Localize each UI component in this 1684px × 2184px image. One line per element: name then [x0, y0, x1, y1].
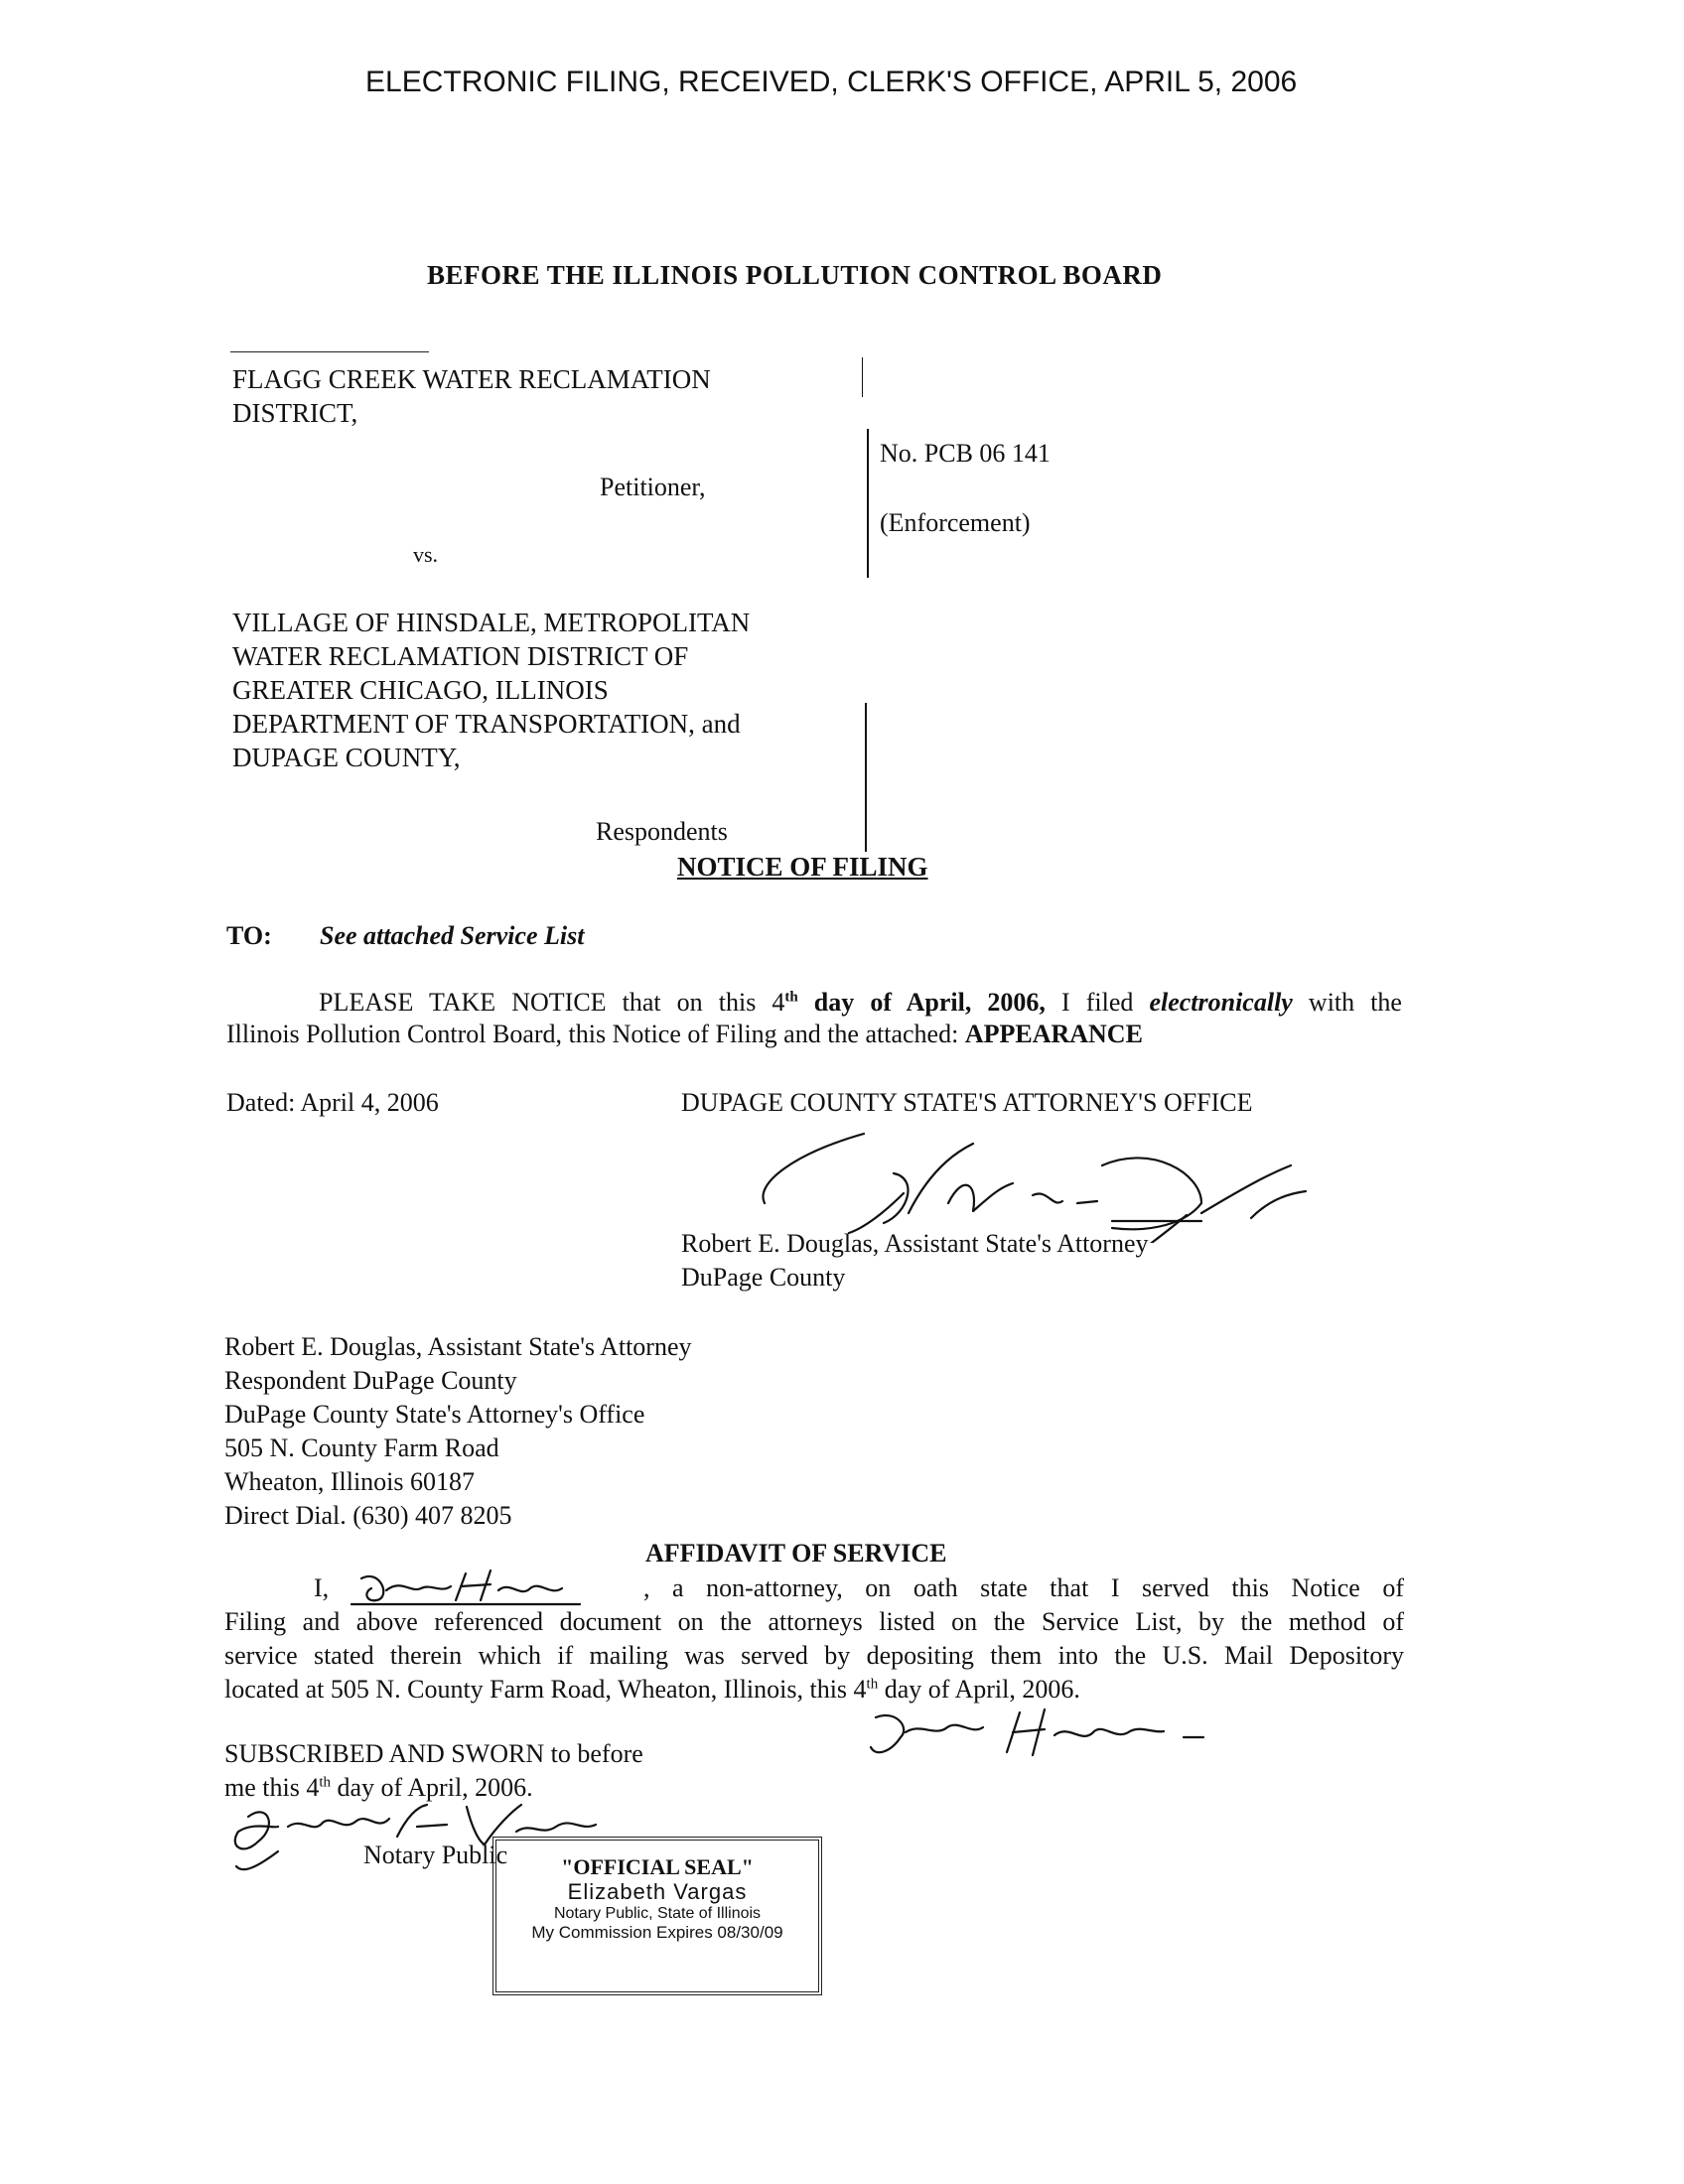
petitioner-line-2: DISTRICT,: [232, 398, 358, 428]
address-line-6: Direct Dial. (630) 407 8205: [224, 1501, 512, 1530]
caption-divider-bottom: [865, 703, 867, 852]
versus: vs.: [413, 542, 439, 567]
respondent-line-2: WATER RECLAMATION DISTRICT OF: [232, 641, 689, 671]
affidavit-line-4: located at 505 N. County Farm Road, Wheaton, Illinois, this 4th day of April, 2006.: [224, 1675, 1080, 1704]
caption-divider-middle: [867, 429, 869, 578]
respondent-line-4: DEPARTMENT OF TRANSPORTATION, and: [232, 709, 741, 739]
respondent-line-5: DUPAGE COUNTY,: [232, 743, 461, 772]
affiant-signature: [856, 1698, 1213, 1767]
case-number: No. PCB 06 141: [880, 439, 1051, 468]
filing-stamp: ELECTRONIC FILING, RECEIVED, CLERK'S OFFICE, APRIL 5, 2006: [365, 66, 1298, 98]
seal-line-4: My Commission Expires 08/30/09: [531, 1922, 783, 1942]
address-line-5: Wheaton, Illinois 60187: [224, 1467, 476, 1496]
seal-line-3: Notary Public, State of Illinois: [553, 1904, 762, 1922]
dated: Dated: April 4, 2006: [226, 1088, 439, 1117]
to-label: TO:: [226, 921, 272, 950]
affidavit-line-1-end: , a non-attorney, on oath state that I served this Notice of: [643, 1573, 1404, 1602]
caption-top-rule: [230, 351, 429, 352]
affidavit-line-2: Filing and above referenced document on the attorneys listed on the Service List, by the method of: [224, 1607, 1404, 1636]
petitioner-label: Petitioner,: [600, 473, 706, 501]
affidavit-line-1-start: I,: [314, 1573, 330, 1602]
address-line-4: 505 N. County Farm Road: [224, 1433, 499, 1462]
address-line-1: Robert E. Douglas, Assistant State's Attorney: [224, 1332, 692, 1361]
notice-body-line-2: Illinois Pollution Control Board, this Notice of Filing and the attached: APPEARANCE: [226, 1020, 1143, 1048]
attorney-signature: [735, 1104, 1331, 1243]
address-line-2: Respondent DuPage County: [224, 1366, 517, 1395]
signer-title: Robert E. Douglas, Assistant State's Attorney: [681, 1229, 1149, 1258]
board-title: BEFORE THE ILLINOIS POLLUTION CONTROL BOARD: [427, 260, 1163, 290]
signer-county: DuPage County: [681, 1263, 846, 1292]
notice-title: NOTICE OF FILING: [677, 852, 928, 882]
address-line-3: DuPage County State's Attorney's Office: [224, 1400, 645, 1429]
case-type: (Enforcement): [880, 508, 1031, 537]
subscribed-line-2: me this 4th day of April, 2006.: [224, 1773, 533, 1802]
seal-name: Elizabeth Vargas: [567, 1879, 748, 1905]
to-value: See attached Service List: [320, 921, 585, 950]
office-name: DUPAGE COUNTY STATE'S ATTORNEY'S OFFICE: [681, 1088, 1253, 1117]
petitioner-line-1: FLAGG CREEK WATER RECLAMATION: [232, 364, 711, 394]
affidavit-line-3: service stated therein which if mailing was served by depositing them into the U.S. Mail Depository: [224, 1641, 1404, 1670]
respondent-line-3: GREATER CHICAGO, ILLINOIS: [232, 675, 609, 705]
caption-divider-top: [862, 357, 863, 397]
notice-body-line-1: PLEASE TAKE NOTICE that on this 4th day of April, 2006, I filed electronically with the: [319, 988, 1402, 1017]
affidavit-title: AFFIDAVIT OF SERVICE: [645, 1539, 947, 1568]
notary-label: Notary Public: [363, 1841, 508, 1869]
affiant-signature-inline: [342, 1559, 600, 1608]
respondents-label: Respondents: [596, 817, 728, 846]
subscribed-line-1: SUBSCRIBED AND SWORN to before: [224, 1739, 643, 1768]
seal-title: "OFFICIAL SEAL": [561, 1854, 754, 1879]
respondent-line-1: VILLAGE OF HINSDALE, METROPOLITAN: [232, 608, 751, 637]
official-seal-stamp: [492, 1837, 822, 1995]
